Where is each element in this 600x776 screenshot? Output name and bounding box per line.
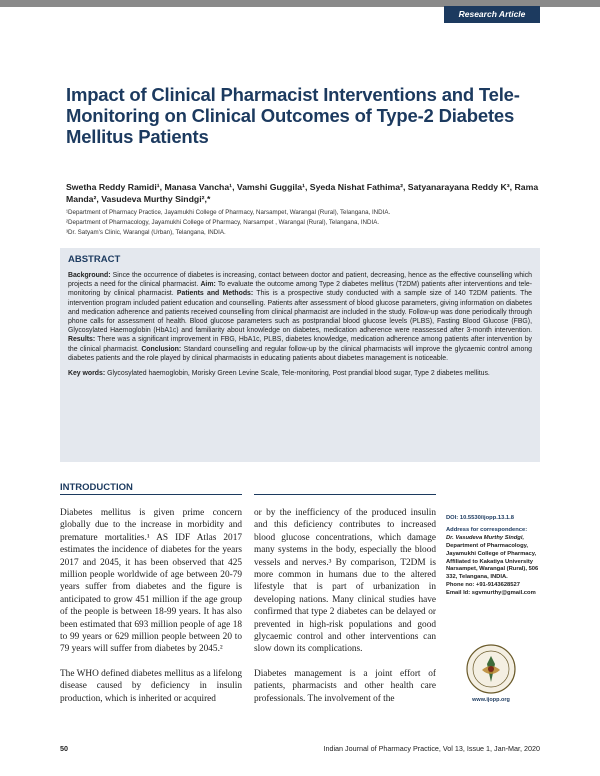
- results-label: Results:: [68, 336, 96, 344]
- abstract-box: [60, 248, 540, 462]
- journal-seal-icon: [466, 644, 516, 694]
- article-type-label: Research Article: [444, 6, 540, 23]
- intro-column-2: [254, 507, 436, 705]
- intro-paragraph-3: or by the inefficiency of the produced insulin and this deficiency contributes to increased blood glucose concentrations, which damage many systems in the body, especially the blood vessels and nerves.³ By comparison, T2DM is more common in humans due to the altered lifestyle that is part of urbanization in developing nations. Many clinical studies have confirmed that type 2 diabetes can be delayed or prevented in high-risk populations and good glycaemic control and other interventions can slow down its complications.: [254, 508, 436, 655]
- affiliation-1: ¹Department of Pharmacy Practice, Jayamukhi College of Pharmacy, Narsampet, Warangal (Rural), Telangana, INDIA.: [66, 209, 391, 216]
- doi-link[interactable]: DOI: 10.5530/ijopp.13.1.8: [446, 515, 514, 521]
- abstract-heading: ABSTRACT: [68, 254, 121, 265]
- methods-label: Patients and Methods:: [176, 290, 254, 298]
- address-line: Jayamukhi College of Pharmacy,: [446, 550, 537, 557]
- intro-heading: INTRODUCTION: [60, 482, 133, 493]
- affiliation-2: ²Department of Pharmacology, Jayamukhi College of Pharmacy, Narsampet , Warangal (Rural), Telangana, INDIA.: [66, 219, 380, 226]
- journal-website-link[interactable]: www.ijopp.org: [472, 697, 510, 703]
- article-title: Impact of Clinical Pharmacist Interventions and Tele-Monitoring on Clinical Outcomes of Type-2 Diabetes Mellitus Patients: [66, 84, 520, 147]
- background-label: Background:: [68, 272, 111, 279]
- affiliations: [66, 208, 540, 238]
- intro-paragraph-4: Diabetes management is a joint effort of patients, pharmacists and other health care professionals. The involvement of the: [254, 668, 436, 704]
- corresponding-author: Dr. Vasudeva Murthy Sindgi,: [446, 534, 525, 541]
- address-line: Affiliated to Kakatiya University: [446, 558, 533, 565]
- address-heading: Address for correspondence:: [446, 526, 528, 533]
- correspondence-sidebar: [446, 515, 546, 598]
- address-block: [446, 535, 546, 598]
- phone-number: Phone no: +91-9143628527: [446, 582, 520, 589]
- conclusion-text: Standard counselling and regular follow-up by the clinical pharmacists will improve the glycaemic control among diabetes patients and the role played by clinical pharmacists in educating patients about diabetes management is noticeable.: [68, 345, 532, 362]
- column-2-rule: [254, 494, 436, 495]
- email-address[interactable]: Email Id: sgvmurthy@gmail.com: [446, 590, 536, 597]
- abstract-text: [68, 271, 532, 363]
- intro-heading-rule: [60, 494, 242, 495]
- address-line: Department of Pharmacology,: [446, 542, 529, 549]
- aim-label: Aim:: [200, 281, 216, 289]
- results-text: There was a significant improvement in FBG, HbA1c, PLBS, diabetes knowledge, medication adherence among patients after intervention by the clinical pharmacist.: [68, 336, 532, 353]
- intro-paragraph-2: The WHO defined diabetes mellitus as a lifelong disease caused by deficiency in insulin production, which is inherited or acquired: [60, 668, 242, 704]
- affiliation-3: ³Dr. Satyam's Clinic, Warangal (Urban), Telangana, INDIA.: [66, 229, 226, 236]
- keywords-label: Key words:: [68, 370, 106, 378]
- conclusion-label: Conclusion:: [141, 345, 182, 353]
- background-text: Since the occurrence of diabetes is increasing, contact between doctor and patient, decreasing, hence as the effective counselling which projects a need for the clinical pharmacist.: [68, 272, 532, 289]
- aim-text: To evaluate the outcome among Type 2 diabetes mellitus (T2DM) patients after interventions and tele-monitoring by clinical pharmacist.: [68, 281, 532, 298]
- page-number: 50: [60, 744, 68, 753]
- address-line: Narsampet, Warangal (Rural), 506 332, Telangana, INDIA.: [446, 566, 539, 581]
- methods-text: This is a prospective study conducted with a sample size of 140 T2DM patients. The intervention program included patient education and counselling. Patients after assessment of blood glucose parameters, giving information on diabetes and medication adherence and patients received counselling from clinical pharmacist are included in the study. Follow-up was done periodically through phone calls for assessment of health. Blood glucose parameters such as postprandial blood glucose levels (PLBS), Fasting Blood Glucose (FBG), Glycosylated Haemoglobin (HbA1c) and familiarity about knowledge on diabetes, medication adherence were reassessed after 3-month intervention.: [68, 290, 532, 335]
- intro-paragraph-1: Diabetes mellitus is given prime concern globally due to the increase in morbidity and premature mortalities.¹ AS IDF Atlas 2017 estimates the incidence of diabetes for the years 2017 and 2045, it has been observed that 425 million people worldwide of age between 20-79 years suffer from diabetes and the figure is anticipated to grow 451 million if the age group of the people is between 18-99 years. It has also been estimated that 693 million people of age 18 to 99 years or 629 million people between 20 to 79 years will suffer from diabetes by 2045.²: [60, 508, 242, 655]
- author-list: Swetha Reddy Ramidi¹, Manasa Vancha¹, Vamshi Guggila¹, Syeda Nishat Fathima², Satyanarayana Reddy K³, Rama Manda², Vasudeva Murthy Sindgi²,*: [66, 182, 539, 204]
- keywords: [68, 369, 532, 378]
- journal-citation: Indian Journal of Pharmacy Practice, Vol 13, Issue 1, Jan-Mar, 2020: [323, 744, 540, 753]
- intro-column-1: [60, 507, 242, 705]
- keywords-text: Glycosylated haemoglobin, Morisky Green Levine Scale, Tele-monitoring, Post prandial blood sugar, Type 2 diabetes mellitus.: [107, 370, 490, 378]
